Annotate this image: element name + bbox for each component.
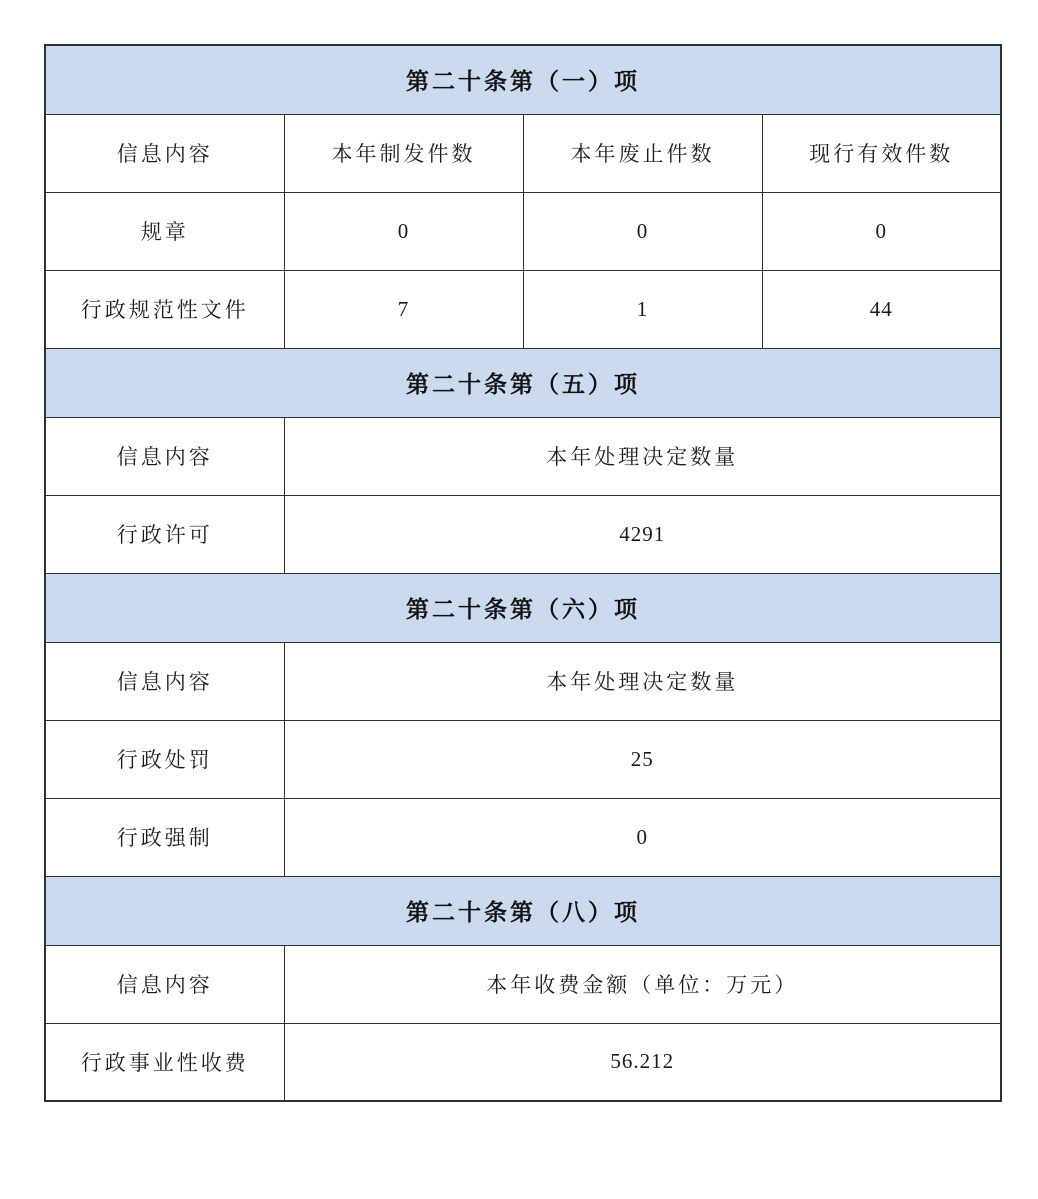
row-label-cell: 信息内容 xyxy=(45,945,284,1023)
disclosure-report-table xyxy=(44,44,1002,1102)
row-label-cell: 行政规范性文件 xyxy=(45,270,284,348)
row-label-cell: 行政处罚 xyxy=(45,720,284,798)
value-cell: 25 xyxy=(284,720,1001,798)
table-row xyxy=(45,945,1001,1023)
value-cell: 1 xyxy=(523,270,762,348)
header-cell: 本年处理决定数量 xyxy=(284,417,1001,495)
header-cell: 本年收费金额（单位：万元） xyxy=(284,945,1001,1023)
table-row xyxy=(45,114,1001,192)
table-row xyxy=(45,1023,1001,1101)
section-title: 第二十条第（一）项 xyxy=(45,45,1001,114)
section-header-row xyxy=(45,876,1001,945)
row-label-cell: 信息内容 xyxy=(45,417,284,495)
value-cell: 0 xyxy=(284,192,523,270)
value-cell: 4291 xyxy=(284,495,1001,573)
section-title: 第二十条第（六）项 xyxy=(45,573,1001,642)
value-cell: 56.212 xyxy=(284,1023,1001,1101)
table-row xyxy=(45,192,1001,270)
table-row xyxy=(45,417,1001,495)
row-label-cell: 行政强制 xyxy=(45,798,284,876)
table-row xyxy=(45,495,1001,573)
table-row xyxy=(45,798,1001,876)
section-title: 第二十条第（五）项 xyxy=(45,348,1001,417)
header-cell: 本年处理决定数量 xyxy=(284,642,1001,720)
row-label-cell: 行政许可 xyxy=(45,495,284,573)
header-cell: 本年废止件数 xyxy=(523,114,762,192)
row-label-cell: 信息内容 xyxy=(45,114,284,192)
value-cell: 44 xyxy=(762,270,1001,348)
report-table-body xyxy=(45,45,1001,1101)
value-cell: 7 xyxy=(284,270,523,348)
table-row xyxy=(45,642,1001,720)
table-row xyxy=(45,270,1001,348)
header-cell: 本年制发件数 xyxy=(284,114,523,192)
table-row xyxy=(45,720,1001,798)
value-cell: 0 xyxy=(762,192,1001,270)
section-header-row xyxy=(45,45,1001,114)
value-cell: 0 xyxy=(523,192,762,270)
value-cell: 0 xyxy=(284,798,1001,876)
row-label-cell: 规章 xyxy=(45,192,284,270)
section-title: 第二十条第（八）项 xyxy=(45,876,1001,945)
section-header-row xyxy=(45,348,1001,417)
section-header-row xyxy=(45,573,1001,642)
row-label-cell: 信息内容 xyxy=(45,642,284,720)
header-cell: 现行有效件数 xyxy=(762,114,1001,192)
row-label-cell: 行政事业性收费 xyxy=(45,1023,284,1101)
